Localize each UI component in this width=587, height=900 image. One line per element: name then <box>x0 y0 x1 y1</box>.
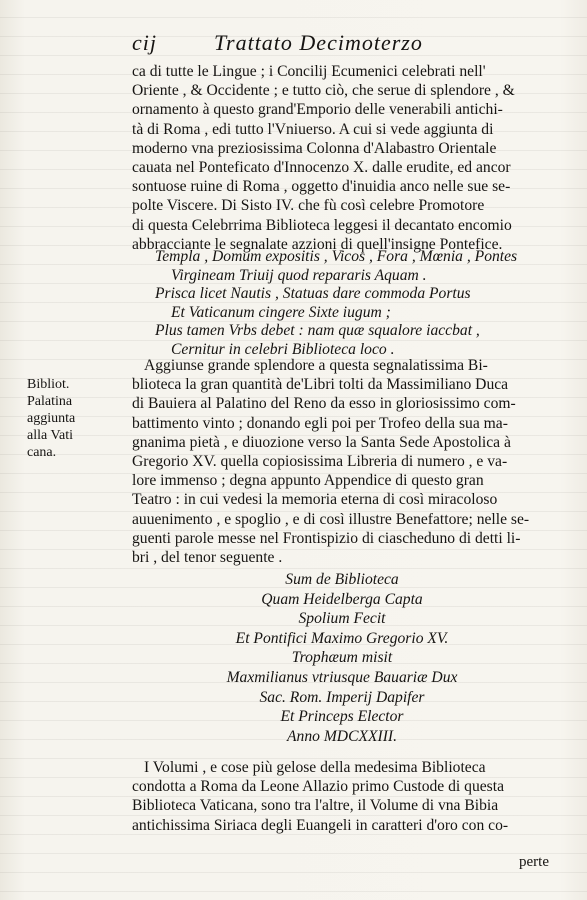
text-line: auuenimento , e spoglio , e di così illustre Benefattore; nelle se- <box>132 510 530 528</box>
text-line: antichissima Siriaca degli Euangeli in caratteri d'oro con co- <box>132 816 509 834</box>
text-line: ornamento à questo grand'Emporio delle venerabili antichi- <box>132 101 503 119</box>
text-line: Biblioteca Vaticana, sono tra l'altre, il Volume di vna Bibia <box>132 797 499 815</box>
text-line: I Volumi , e cose più gelose della medesima Biblioteca <box>144 759 486 776</box>
text-line: cauata nel Ponteficato d'Innocenzo X. dalle erudite, ed ancor <box>132 158 511 176</box>
text-line: condotta a Roma da Leone Allazio primo Custode di questa <box>132 778 504 796</box>
text-line: battimento vinto ; donando egli poi per Trofeo della sua ma- <box>132 414 508 432</box>
paragraph-1 <box>132 62 552 254</box>
inscription-line: Spolium Fecit <box>298 610 386 628</box>
catchword: perte <box>519 854 549 870</box>
inscription-line: Quam Heidelberga Capta <box>261 590 423 608</box>
verse-line: Et Vaticanum cingere Sixte iugum ; <box>171 303 391 321</box>
paragraph-2 <box>132 356 552 567</box>
inscription-line: Anno MDCXXIII. <box>287 727 397 745</box>
text-line: Gregorio XV. quella copiosissima Libreria di numero , e va- <box>132 452 508 470</box>
paragraph-3 <box>132 758 552 835</box>
text-line: di questa Celebrrima Biblioteca leggesi il decantato encomio <box>132 216 512 234</box>
inscription-line: Et Pontifici Maximo Gregorio XV. <box>235 629 449 647</box>
text-line: tà di Roma , edi tutto l'Vniuerso. A cui si vede aggiunta di <box>132 120 494 138</box>
text-line: moderno vna preziosissima Colonna d'Alabastro Orientale <box>132 139 497 157</box>
text-line: Aggiunse grande splendore a questa segnalatissima Bi- <box>144 357 488 374</box>
inscription-line: Trophæum misit <box>291 649 393 667</box>
folio-number: cij <box>132 30 157 55</box>
text-line: gnanima pietà , e diuozione verso la Santa Sede Apostolica à <box>132 433 511 451</box>
text-line: lore immenso ; degna appunto Appendice di questo gran <box>132 472 484 490</box>
inscription-line: Sac. Rom. Imperij Dapifer <box>259 688 425 706</box>
text-line: di Bauiera al Palatino del Reno da esso in gloriosissimo com- <box>132 395 516 413</box>
marginal-line: Palatina <box>27 394 73 409</box>
verse-line: Templa , Domum expositis , Vicos , Fora , Mœnia , Pontes <box>155 248 518 265</box>
text-line: blioteca la gran quantità de'Libri tolti da Massimiliano Duca <box>132 376 509 394</box>
inscription-line: Et Princeps Elector <box>280 708 404 726</box>
verse-line: Prisca licet Nautis , Statuas dare commoda Portus <box>155 285 471 303</box>
marginal-line: aggiunta <box>27 411 76 426</box>
text-line: sontuose ruine di Roma , oggetto d'inuidia anco nelle sue se- <box>132 178 511 196</box>
verse-line: Virgineam Triuij quod repararis Aquam . <box>171 266 427 284</box>
marginal-line: alla Vati <box>27 428 74 443</box>
inscription-block <box>132 570 552 746</box>
text-line: Oriente , & Occidente ; e tutto ciò, che serue di splendore , & <box>132 82 515 100</box>
inscription-line: Maxmilianus vtriusque Bauariæ Dux <box>226 668 458 686</box>
running-title: Trattato Decimoterzo <box>214 30 423 55</box>
text-line: Teatro : in cui vedesi la memoria eterna di così miracoloso <box>132 491 498 509</box>
verse-line: Plus tamen Vrbs debet : nam quæ squalore iaccbat , <box>155 322 480 340</box>
text-line: bri , del tenor seguente . <box>132 548 283 566</box>
marginal-note <box>27 376 99 461</box>
marginal-line: cana. <box>27 445 57 460</box>
verse-line: Cernitur in celebri Biblioteca loco . <box>171 340 395 358</box>
text-line: ca di tutte le Lingue ; i Concilij Ecumenici celebrati nell' <box>132 63 486 80</box>
inscription-line: Sum de Biblioteca <box>285 571 399 588</box>
text-line: guenti parole messe nel Frontispizio di ciascheduno di detti li- <box>132 529 521 547</box>
text-line: polte Viscere. Di Sisto IV. che fù così celebre Promotore <box>132 197 485 215</box>
latin-verse <box>155 248 517 360</box>
text-line: abbracciante le segnalate azzioni di quell'insigne Pontefice. <box>132 235 503 253</box>
marginal-line: Bibliot. <box>27 377 70 392</box>
page-header <box>132 30 572 58</box>
